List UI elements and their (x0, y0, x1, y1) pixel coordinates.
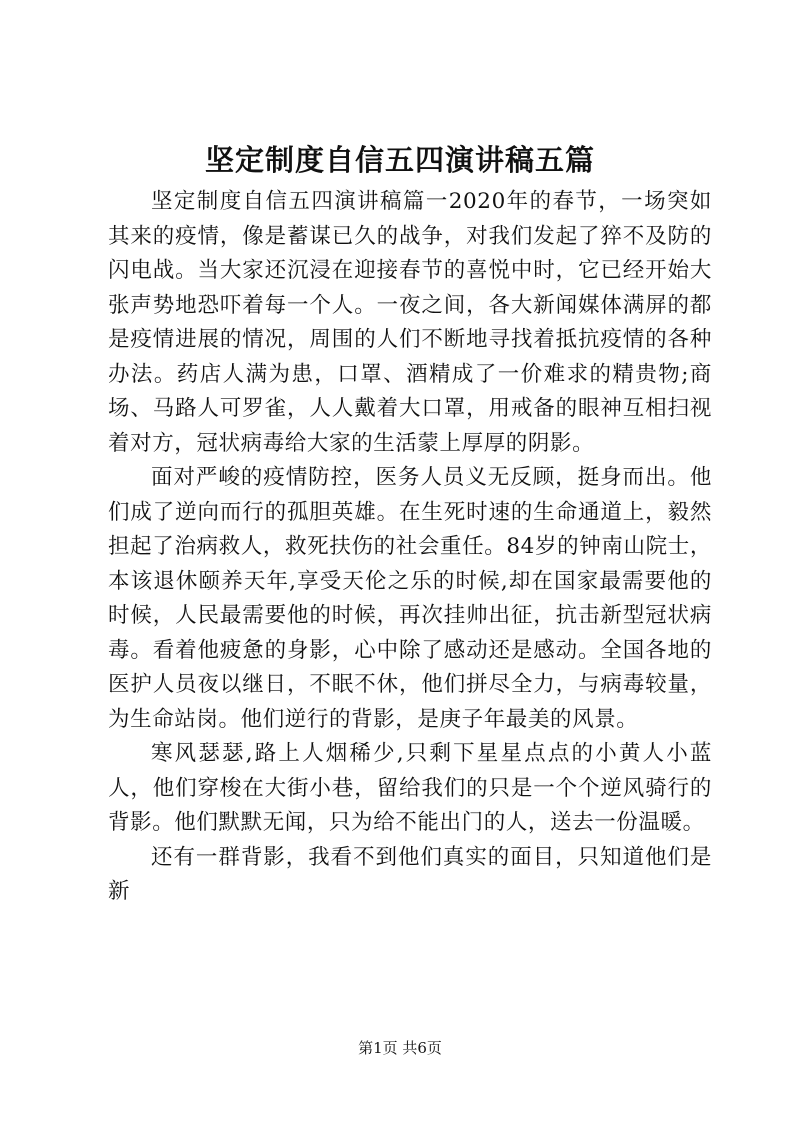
document-title: 坚定制度自信五四演讲稿五篇 (204, 143, 595, 177)
page-number-footer: 第1页 共6页 (358, 1039, 442, 1057)
paragraph: 寒风瑟瑟,路上人烟稀少,只剩下星星点点的小黄人小蓝人，他们穿梭在大街小巷，留给我们的只是一个个逆风骑行的背影。他们默默无闻，只为给不能出门的人，送去一份温暖。 (108, 741, 712, 835)
paragraph: 还有一群背影，我看不到他们真实的面目，只知道他们是新 (108, 844, 712, 904)
paragraph: 面对严峻的疫情防控，医务人员义无反顾，挺身而出。他们成了逆向而行的孤胆英雄。在生死时速的生命通道上，毅然担起了治病救人，救死扶伤的社会重任。84岁的钟南山院士，本该退休颐养天年,享受天伦之乐的时候,却在国家最需要他的时候，人民最需要他的时候，再次挂帅出征，抗击新型冠状病毒。看着他疲惫的身影，心中除了感动还是感动。全国各地的医护人员夜以继日，不眠不休，他们拼尽全力，与病毒较量，为生命站岗。他们逆行的背影，是庚子年最美的风景。 (108, 465, 712, 732)
paragraph: 坚定制度自信五四演讲稿篇一2020年的春节，一场突如其来的疫情，像是蓄谋已久的战争，对我们发起了猝不及防的闪电战。当大家还沉浸在迎接春节的喜悦中时，它已经开始大张声势地恐吓着每一个人。一夜之间，各大新闻媒体满屏的都是疫情进展的情况，周围的人们不断地寻找着抵抗疫情的各种办法。药店人满为患，口罩、酒精成了一价难求的精贵物;商场、马路人可罗雀，人人戴着大口罩，用戒备的眼神互相扫视着对方，冠状病毒给大家的生活蒙上厚厚的阴影。 (108, 189, 712, 456)
document-body (108, 185, 712, 910)
